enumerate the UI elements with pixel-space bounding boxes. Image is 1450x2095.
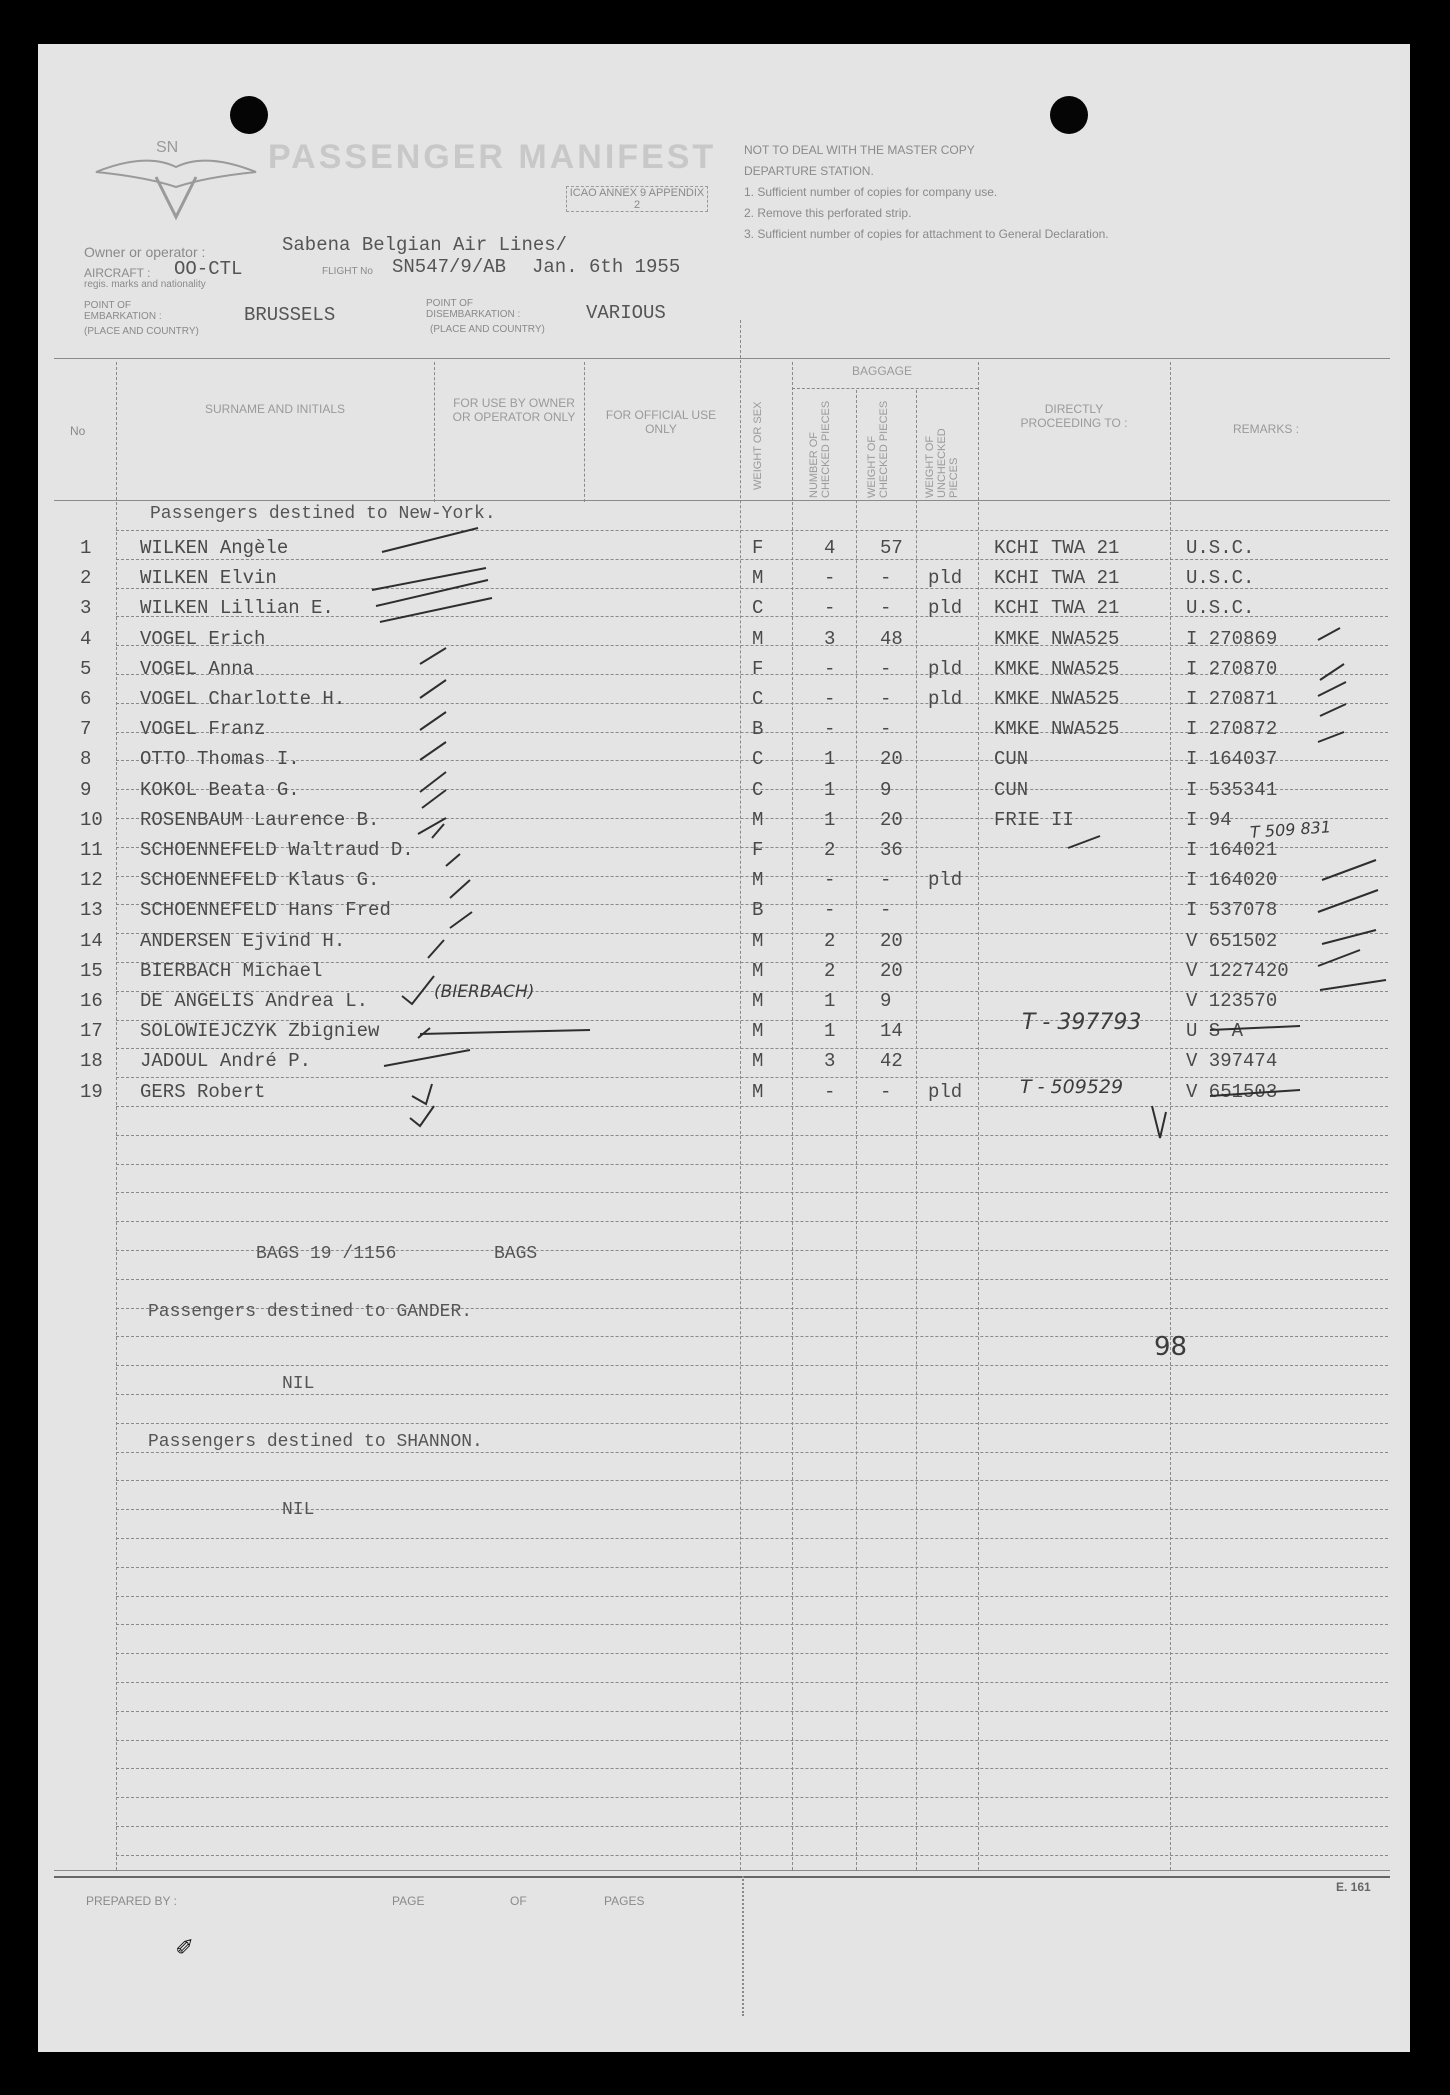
checked-weight: 20 [880, 748, 903, 771]
section-shannon: Passengers destined to SHANNON. [148, 1432, 483, 1452]
nil-shannon: NIL [282, 1500, 315, 1520]
passenger-sex: C [752, 597, 764, 620]
unchecked-weight: pld [928, 688, 963, 710]
passenger-sex: C [752, 688, 764, 710]
passenger-name: ANDERSEN Ejvind H. [140, 929, 346, 952]
page-number-stamp: 98 [1154, 1332, 1188, 1362]
instruction-line: 2. Remove this perforated strip. [744, 206, 912, 220]
perforation-strip [742, 1876, 744, 2016]
unchecked-weight: pld [928, 597, 963, 620]
passenger-name: WILKEN Elvin [140, 567, 277, 590]
remarks: I 164021 [1186, 839, 1278, 861]
embark-label: POINT OF EMBARKATION : [84, 300, 162, 322]
passenger-sex: F [752, 537, 764, 559]
unchecked-weight: pld [928, 567, 963, 590]
unchecked-weight: pld [928, 657, 963, 680]
col-header-num-checked: NUMBER OF CHECKED PIECES [808, 400, 832, 498]
checked-pieces: 3 [824, 1050, 836, 1073]
section-gander: Passengers destined to GANDER. [148, 1302, 473, 1322]
checked-weight: 48 [880, 627, 903, 650]
checked-pieces: 1 [824, 1020, 836, 1043]
row-number: 2 [80, 567, 92, 590]
section-new-york: Passengers destined to New-York. [150, 504, 496, 524]
destination: KCHI TWA 21 [994, 597, 1120, 620]
unchecked-weight: pld [928, 1080, 963, 1103]
checked-weight: - [880, 869, 892, 892]
checked-pieces: 1 [824, 990, 836, 1012]
checked-weight: - [880, 567, 892, 590]
checked-weight: - [880, 899, 892, 922]
col-header-name: SURNAME AND INITIALS [204, 402, 346, 416]
destination: KMKE NWA525 [994, 627, 1120, 650]
remarks: I 270872 [1186, 718, 1278, 741]
row-number: 18 [80, 1050, 103, 1073]
checked-pieces: - [824, 869, 836, 892]
passenger-name: SCHOENNEFELD Hans Fred [140, 899, 391, 922]
destination: KCHI TWA 21 [994, 537, 1120, 559]
checked-pieces: - [824, 1080, 836, 1103]
checked-pieces: 4 [824, 537, 836, 559]
instruction-line: NOT TO DEAL WITH THE MASTER COPY [744, 143, 975, 157]
checked-pieces: 1 [824, 778, 836, 801]
passenger-sex: M [752, 1050, 764, 1073]
col-header-owner-use: FOR USE BY OWNER OR OPERATOR ONLY [452, 396, 576, 424]
row-number: 5 [80, 657, 92, 680]
remarks: U S A [1186, 1020, 1244, 1043]
row-number: 14 [80, 929, 103, 952]
row-number: 9 [80, 778, 92, 801]
remarks: I 535341 [1186, 778, 1278, 801]
remarks: I 537078 [1186, 899, 1278, 922]
passenger-name: BIERBACH Michael [140, 959, 323, 982]
destination: CUN [994, 748, 1029, 771]
row-number: 3 [80, 597, 92, 620]
remarks: I 164020 [1186, 869, 1278, 892]
checked-pieces: - [824, 899, 836, 922]
aircraft-label: AIRCRAFT : [84, 266, 151, 280]
disembark-value: VARIOUS [586, 302, 666, 324]
checked-weight: - [880, 657, 892, 680]
checked-weight: 14 [880, 1020, 903, 1043]
nil-gander: NIL [282, 1374, 315, 1394]
checked-weight: 9 [880, 990, 892, 1012]
col-header-wt-checked: WEIGHT OF CHECKED PIECES [866, 400, 890, 498]
row-number: 8 [80, 748, 92, 771]
flight-label: FLIGHT No [322, 266, 373, 277]
row-number: 19 [80, 1080, 103, 1103]
svg-text:SN: SN [156, 139, 179, 156]
col-header-baggage: BAGGAGE [851, 364, 913, 378]
page-label: PAGE [392, 1894, 425, 1908]
handwritten-alias: (BIERBACH) [434, 982, 535, 1002]
form-code: E. 161 [1336, 1880, 1371, 1894]
date-value: Jan. 6th 1955 [532, 256, 681, 278]
checked-weight: - [880, 718, 892, 741]
passenger-sex: B [752, 718, 764, 741]
disembark-sub-label: (PLACE AND COUNTRY) [430, 324, 545, 335]
row-number: 11 [80, 839, 103, 861]
passenger-name: SCHOENNEFELD Klaus G. [140, 869, 380, 892]
row-number: 4 [80, 627, 92, 650]
footer-rule [54, 1876, 1390, 1878]
col-header-no: No [70, 424, 86, 438]
passenger-sex: C [752, 778, 764, 801]
row-number: 1 [80, 537, 92, 559]
remarks: V 651502 [1186, 929, 1278, 952]
passenger-sex: M [752, 1020, 764, 1043]
checked-weight: - [880, 1080, 892, 1103]
row-number: 6 [80, 688, 92, 710]
owner-value: Sabena Belgian Air Lines/ [282, 234, 568, 256]
handwritten-remark-10: T 509 831 [1249, 817, 1332, 842]
row-number: 13 [80, 899, 103, 922]
destination: FRIE II [994, 808, 1074, 831]
checked-pieces: 1 [824, 748, 836, 771]
prepared-by-label: PREPARED BY : [86, 1894, 177, 1908]
disembark-label: POINT OF DISEMBARKATION : [426, 298, 521, 320]
checked-pieces: 2 [824, 959, 836, 982]
passenger-name: SCHOENNEFELD Waltraud D. [140, 839, 414, 861]
aircraft-sub-label: regis. marks and nationality [84, 279, 206, 290]
remarks: U.S.C. [1186, 567, 1255, 590]
checked-weight: 36 [880, 839, 903, 861]
col-header-wt-unchecked: WEIGHT OF UNCHECKED PIECES [924, 428, 960, 498]
destination: KCHI TWA 21 [994, 567, 1120, 590]
checked-weight: 9 [880, 778, 892, 801]
annex-box: ICAO ANNEX 9 APPENDIX 2 [566, 186, 708, 212]
passenger-sex: M [752, 627, 764, 650]
passenger-name: DE ANGELIS Andrea L. [140, 990, 369, 1012]
passenger-name: VOGEL Franz [140, 718, 266, 741]
checked-weight: 20 [880, 959, 903, 982]
checked-weight: 20 [880, 929, 903, 952]
passenger-name: JADOUL André P. [140, 1050, 312, 1073]
col-header-official-use: FOR OFFICIAL USE ONLY [605, 408, 717, 436]
checked-pieces: - [824, 657, 836, 680]
checked-weight: 57 [880, 537, 903, 559]
checked-pieces: - [824, 718, 836, 741]
row-number: 7 [80, 718, 92, 741]
checked-weight: - [880, 688, 892, 710]
remarks: I 94 [1186, 808, 1232, 831]
checked-pieces: - [824, 597, 836, 620]
row-number: 16 [80, 990, 103, 1012]
destination: KMKE NWA525 [994, 688, 1120, 710]
passenger-name: WILKEN Lillian E. [140, 597, 334, 620]
remarks: V 1227420 [1186, 959, 1289, 982]
pages-label: PAGES [604, 1894, 645, 1908]
passenger-sex: M [752, 1080, 764, 1103]
passenger-sex: M [752, 808, 764, 831]
passenger-name: SOLOWIEJCZYK Zbigniew [140, 1020, 380, 1043]
passenger-name: VOGEL Charlotte H. [140, 688, 346, 710]
passenger-sex: M [752, 869, 764, 892]
col-header-proceeding: DIRECTLY PROCEEDING TO : [1020, 402, 1128, 430]
passenger-name: OTTO Thomas I. [140, 748, 300, 771]
bags-word: BAGS [494, 1244, 538, 1264]
remarks: U.S.C. [1186, 597, 1255, 620]
owner-label: Owner or operator : [84, 244, 206, 260]
remarks: I 270870 [1186, 657, 1278, 680]
destination: CUN [994, 778, 1029, 801]
handwritten-ticket-18: T - 509529 [1020, 1076, 1124, 1098]
passenger-name: VOGEL Erich [140, 627, 266, 650]
passenger-name: KOKOL Beata G. [140, 778, 300, 801]
checked-pieces: - [824, 567, 836, 590]
passenger-sex: F [752, 839, 764, 861]
flight-value: SN547/9/AB [392, 256, 507, 278]
checked-pieces: 2 [824, 839, 836, 861]
row-number: 15 [80, 959, 103, 982]
form-title: PASSENGER MANIFEST [268, 138, 717, 176]
remarks: V 397474 [1186, 1050, 1278, 1073]
ink-mark: ✐ [176, 1934, 193, 1965]
instruction-line: 1. Sufficient number of copies for company use. [744, 185, 998, 199]
passenger-name: ROSENBAUM Laurence B. [140, 808, 380, 831]
remarks: V 123570 [1186, 990, 1278, 1012]
of-label: OF [510, 1894, 527, 1908]
passenger-sex: C [752, 748, 764, 771]
remarks: I 270869 [1186, 627, 1278, 650]
passenger-sex: B [752, 899, 764, 922]
embark-sub-label: (PLACE AND COUNTRY) [84, 326, 199, 337]
row-number: 17 [80, 1020, 103, 1043]
instruction-line: DEPARTURE STATION. [744, 164, 874, 178]
instruction-line: 3. Sufficient number of copies for attachment to General Declaration. [744, 227, 1109, 241]
checked-pieces: 1 [824, 808, 836, 831]
bags-total: BAGS 19 /1156 [256, 1244, 397, 1264]
passenger-name: VOGEL Anna [140, 657, 255, 680]
passenger-name: WILKEN Angèle [140, 537, 289, 559]
checked-weight: 20 [880, 808, 903, 831]
checked-pieces: 2 [824, 929, 836, 952]
remarks: U.S.C. [1186, 537, 1255, 559]
destination: KMKE NWA525 [994, 657, 1120, 680]
checked-pieces: 3 [824, 627, 836, 650]
destination: KMKE NWA525 [994, 718, 1120, 741]
aircraft-value: OO-CTL [174, 258, 243, 280]
remarks: V 651503 [1186, 1080, 1278, 1103]
passenger-name: GERS Robert [140, 1080, 266, 1103]
col-header-sex: WEIGHT OR SEX [752, 401, 764, 490]
passenger-sex: F [752, 657, 764, 680]
checked-weight: - [880, 597, 892, 620]
passenger-sex: M [752, 959, 764, 982]
handwritten-ticket-16: T - 397793 [1022, 1010, 1142, 1035]
checked-pieces: - [824, 688, 836, 710]
row-number: 12 [80, 869, 103, 892]
remarks: I 164037 [1186, 748, 1278, 771]
embark-value: BRUSSELS [244, 304, 336, 326]
row-number: 10 [80, 808, 103, 831]
passenger-sex: M [752, 567, 764, 590]
unchecked-weight: pld [928, 869, 963, 892]
col-header-remarks: REMARKS : [1232, 422, 1299, 436]
passenger-sex: M [752, 929, 764, 952]
remarks: I 270871 [1186, 688, 1278, 710]
passenger-sex: M [752, 990, 764, 1012]
checked-weight: 42 [880, 1050, 903, 1073]
